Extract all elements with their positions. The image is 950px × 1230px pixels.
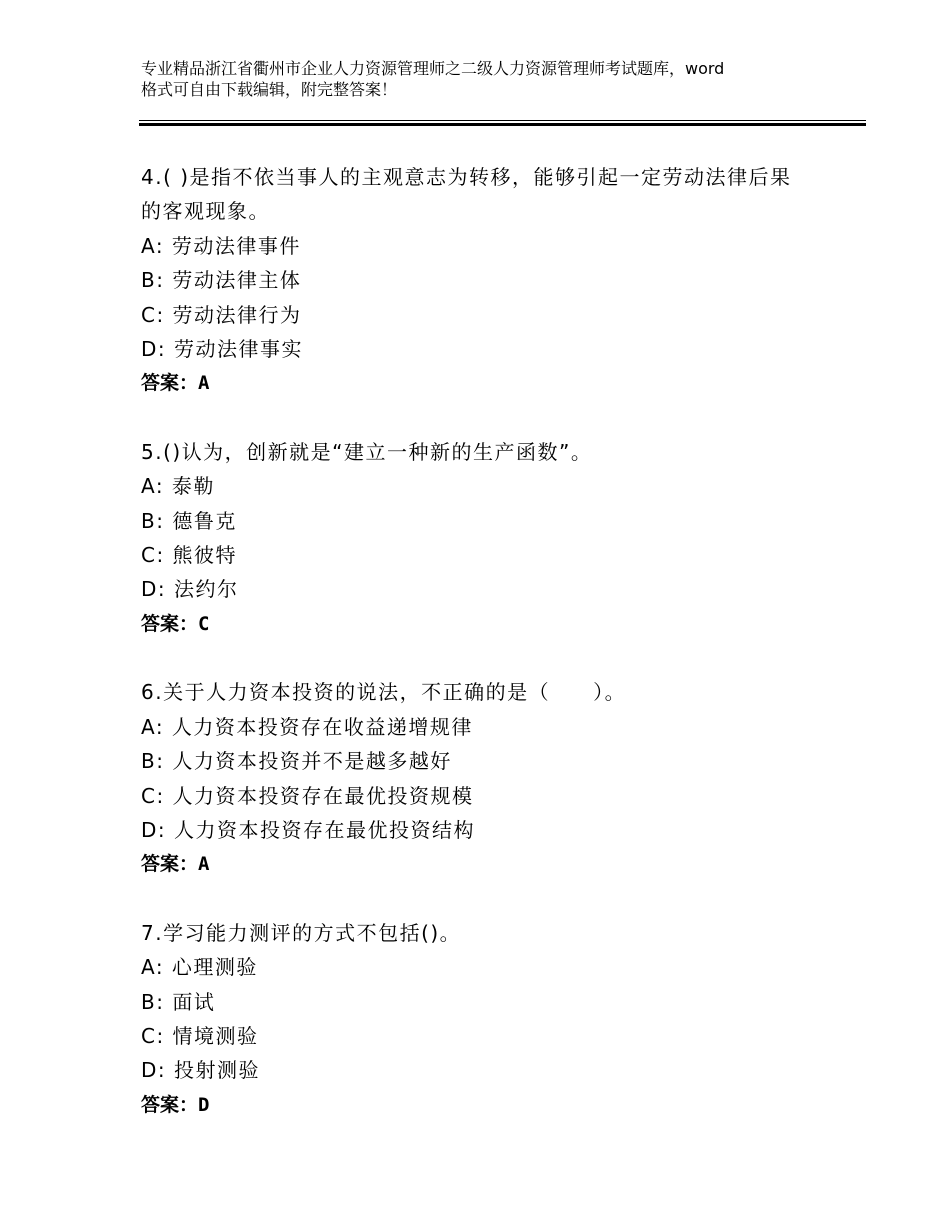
option-c: C: 劳动法律行为 — [141, 302, 302, 327]
question-7 — [141, 916, 841, 1122]
divider-thin-line — [139, 120, 866, 121]
header-divider — [139, 120, 866, 126]
option-b: B: 人力资本投资并不是越多越好 — [141, 749, 452, 774]
answer-line — [141, 607, 841, 641]
option-a: A: 心理测验 — [141, 955, 258, 980]
question-list — [141, 160, 841, 1156]
question-6 — [141, 675, 841, 881]
option-c: C: 熊彼特 — [141, 543, 238, 568]
answer-value: D — [198, 1093, 210, 1116]
question-5 — [141, 435, 841, 641]
option-b: B: 面试 — [141, 989, 216, 1014]
option-d: D: 法约尔 — [141, 577, 239, 602]
question-4 — [141, 160, 841, 401]
question-text: 7.学习能力测评的方式不包括()。 — [141, 920, 462, 945]
option-c: C: 情境测验 — [141, 1023, 259, 1048]
option-a: A: 人力资本投资存在收益递增规律 — [141, 714, 473, 739]
answer-label: 答案： — [141, 853, 199, 876]
answer-label: 答案： — [141, 372, 199, 395]
answer-line — [141, 366, 841, 400]
answer-value: A — [198, 853, 210, 876]
header-line-1: 专业精品浙江省衢州市企业人力资源管理师之二级人力资源管理师考试题库，word — [141, 59, 725, 78]
option-d: D: 投射测验 — [141, 1058, 260, 1083]
option-d: D: 人力资本投资存在最优投资结构 — [141, 817, 475, 842]
answer-label: 答案： — [141, 612, 199, 635]
option-a: A: 泰勒 — [141, 474, 215, 499]
option-d: D: 劳动法律事实 — [141, 337, 303, 362]
question-text: 6.关于人力资本投资的说法，不正确的是（ ）。 — [141, 680, 627, 705]
question-text: 5.()认为，创新就是“建立一种新的生产函数”。 — [141, 439, 593, 464]
option-b: B: 德鲁克 — [141, 508, 237, 533]
answer-line — [141, 847, 841, 881]
document-header — [141, 58, 841, 100]
header-line-2: 格式可自由下载编辑，附完整答案！ — [141, 80, 398, 99]
option-b: B: 劳动法律主体 — [141, 268, 302, 293]
option-c: C: 人力资本投资存在最优投资规模 — [141, 783, 474, 808]
answer-value: A — [198, 372, 210, 395]
option-a: A: 劳动法律事件 — [141, 233, 301, 258]
answer-value: C — [198, 612, 210, 635]
answer-label: 答案： — [141, 1093, 199, 1116]
question-text: 的客观现象。 — [141, 199, 270, 224]
question-text: 4.( )是指不依当事人的主观意志为转移，能够引起一定劳动法律后果 — [141, 165, 792, 189]
divider-thick-line — [139, 123, 866, 126]
answer-line — [141, 1088, 841, 1122]
